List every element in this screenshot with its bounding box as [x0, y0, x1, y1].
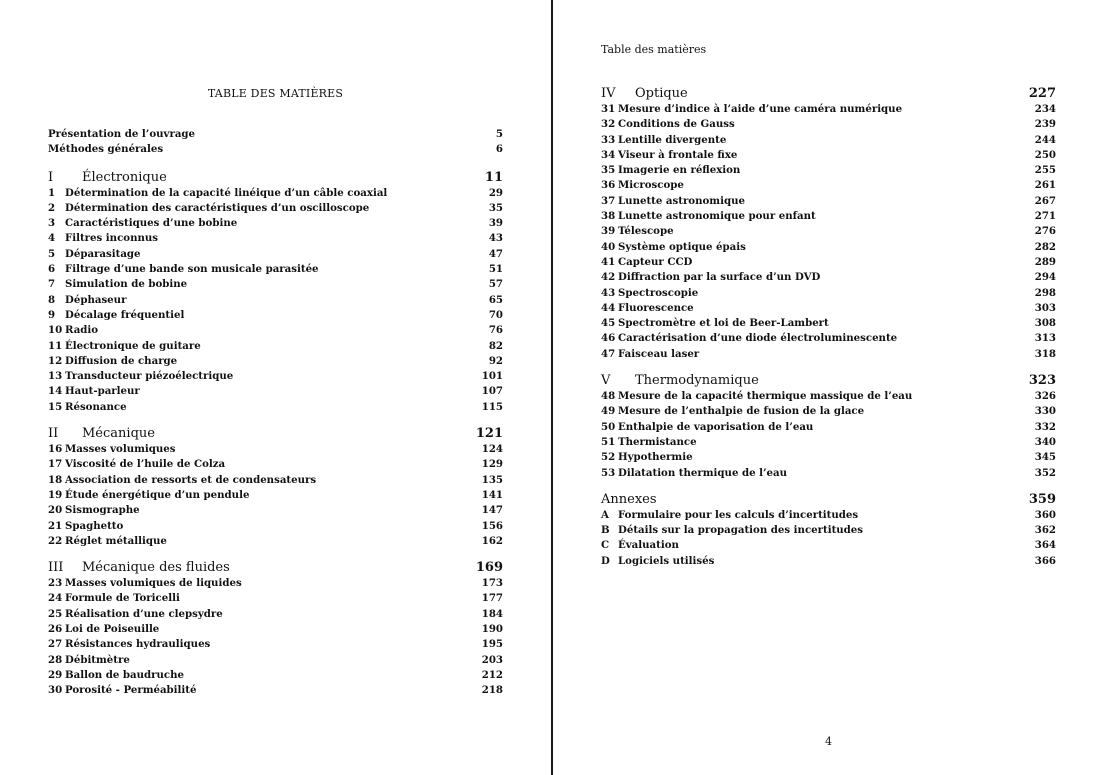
front-matter-entry [48, 142, 503, 157]
toc-entry [48, 369, 503, 384]
entry-page: 162 [481, 534, 503, 547]
entry-page: 57 [488, 278, 503, 291]
entry-title: Filtrage d’une bande son musicale parasitée [65, 263, 319, 276]
entry-number: A [601, 508, 609, 521]
entry-title: Détails sur la propagation des incertitudes [618, 524, 864, 537]
entry-title: Réglet métallique [65, 534, 167, 547]
entry-page: 212 [481, 668, 503, 681]
entry-page: 115 [481, 400, 503, 413]
entry-number: 30 [48, 684, 63, 697]
entry-number: 10 [48, 324, 63, 337]
entry-page: 51 [488, 263, 503, 276]
entry-number: 15 [48, 400, 63, 413]
toc-entry [601, 508, 1056, 523]
right-page [553, 0, 1101, 775]
part-number: V [601, 373, 611, 389]
part-title: Annexes [601, 491, 657, 507]
entry-page: 332 [1034, 420, 1056, 433]
part-title: Mécanique des fluides [82, 560, 230, 576]
entry-number: 42 [601, 271, 616, 284]
entry-page: 352 [1034, 466, 1056, 479]
entry-title: Spectroscopie [618, 286, 699, 299]
toc-entry [48, 442, 503, 457]
toc-entry [601, 102, 1056, 117]
entry-number: 3 [48, 217, 56, 230]
toc-entry [601, 286, 1056, 301]
part-title: Mécanique [82, 426, 155, 442]
toc-entry [601, 117, 1056, 132]
entry-page: 203 [481, 653, 503, 666]
entry-number: 46 [601, 332, 616, 345]
entry-title: Déphaseur [65, 293, 127, 306]
entry-page: 101 [481, 370, 503, 383]
toc-entry [48, 668, 503, 683]
entry-page: 156 [481, 519, 503, 532]
entry-title: Masses volumiques [65, 443, 176, 456]
entry-page: 5 [495, 128, 503, 140]
entry-page: 129 [481, 458, 503, 471]
entry-title: Viseur à frontale fixe [618, 148, 738, 161]
entry-title: Résonance [65, 400, 127, 413]
part-heading [48, 559, 503, 576]
entry-title: Caractérisation d’une diode électroluminescente [618, 332, 898, 345]
entry-page: 147 [481, 504, 503, 517]
entry-title: Formule de Toricelli [65, 592, 180, 605]
toc-entry [48, 519, 503, 534]
entry-page: 313 [1034, 332, 1056, 345]
toc-entry [48, 653, 503, 668]
entry-page: 366 [1034, 554, 1056, 567]
entry-title: Étude énergétique d’un pendule [65, 488, 250, 501]
entry-title: Loi de Poiseuille [65, 623, 160, 636]
part-page: 359 [1028, 491, 1056, 507]
entry-page: 239 [1034, 118, 1056, 131]
entry-page: 124 [481, 443, 503, 456]
entry-title: Spaghetto [65, 519, 124, 532]
entry-number: 28 [48, 653, 63, 666]
toc-entry [601, 466, 1056, 481]
part-heading [601, 491, 1056, 508]
entry-number: 14 [48, 385, 63, 398]
entry-number: 23 [48, 577, 63, 590]
entry-page: 29 [488, 186, 503, 199]
part-page: 121 [475, 426, 503, 442]
entry-title: Lentille divergente [618, 133, 727, 146]
section-gap [48, 158, 503, 169]
toc-entry [48, 186, 503, 201]
entry-page: 195 [481, 638, 503, 651]
entry-page: 43 [488, 232, 503, 245]
entry-title: Haut-parleur [65, 385, 140, 398]
part-heading [601, 85, 1056, 102]
entry-title: Dilatation thermique de l’eau [618, 466, 788, 479]
entry-title: Diffusion de charge [65, 354, 178, 367]
part-page: 169 [475, 560, 503, 576]
part-page: 11 [484, 169, 503, 185]
entry-title: Télescope [618, 225, 674, 238]
toc-entry [601, 178, 1056, 193]
entry-title: Spectromètre et loi de Beer-Lambert [618, 317, 829, 330]
entry-title: Fluorescence [618, 301, 694, 314]
entry-page: 234 [1034, 103, 1056, 115]
entry-page: 360 [1034, 508, 1056, 521]
entry-page: 267 [1034, 194, 1056, 207]
toc-entry [48, 591, 503, 606]
toc-entry [48, 339, 503, 354]
entry-page: 340 [1034, 435, 1056, 448]
entry-number: 2 [48, 201, 56, 214]
entry-title: Électronique de guitare [65, 339, 201, 352]
entry-number: 18 [48, 473, 63, 486]
entry-page: 65 [488, 293, 503, 306]
entry-number: 17 [48, 458, 63, 471]
entry-title: Déparasitage [65, 247, 141, 260]
entry-number: 51 [601, 435, 616, 448]
front-matter-entry [48, 127, 503, 142]
entry-title: Radio [65, 324, 99, 337]
entry-number: 25 [48, 607, 63, 620]
entry-number: 31 [601, 103, 616, 115]
entry-number: 12 [48, 354, 63, 367]
entry-page: 135 [481, 473, 503, 486]
entry-number: 19 [48, 488, 63, 501]
toc-right [601, 85, 1056, 569]
entry-number: 43 [601, 286, 616, 299]
entry-number: 49 [601, 405, 616, 418]
entry-page: 362 [1034, 524, 1056, 537]
entry-page: 318 [1034, 347, 1056, 360]
entry-number: 13 [48, 370, 63, 383]
part-heading [601, 372, 1056, 389]
part-number: IV [601, 86, 616, 101]
part-title: Optique [635, 86, 688, 101]
toc-entry [48, 503, 503, 518]
entry-title: Porosité - Perméabilité [65, 684, 197, 697]
entry-number: 44 [601, 301, 616, 314]
entry-page: 47 [488, 247, 503, 260]
toc-entry [48, 216, 503, 231]
entry-title: Sismographe [65, 504, 140, 517]
toc-entry [48, 323, 503, 338]
toc-entry [601, 331, 1056, 346]
running-header: Table des matières [601, 43, 707, 56]
toc-entry [601, 450, 1056, 465]
entry-number: 8 [48, 293, 56, 306]
page-number: 4 [825, 735, 832, 748]
entry-title: Lunette astronomique [618, 194, 745, 207]
toc-entry [601, 270, 1056, 285]
entry-title: Détermination des caractéristiques d’un oscilloscope [65, 201, 370, 214]
entry-number: 1 [48, 186, 56, 199]
entry-number: 22 [48, 534, 63, 547]
toc-entry [48, 277, 503, 292]
entry-title: Imagerie en réflexion [618, 164, 741, 177]
running-title: TABLE DES MATIÈRES [207, 87, 344, 100]
toc-entry [601, 240, 1056, 255]
entry-number: 37 [601, 194, 616, 207]
entry-number: 48 [601, 390, 616, 403]
entry-page: 271 [1034, 210, 1056, 223]
entry-page: 190 [481, 623, 503, 636]
section-gap [601, 362, 1056, 372]
entry-title: Transducteur piézoélectrique [65, 370, 234, 383]
toc-entry [48, 262, 503, 277]
entry-title: Microscope [618, 179, 684, 192]
entry-page: 308 [1034, 317, 1056, 330]
part-number: III [48, 560, 64, 576]
toc-entry [601, 404, 1056, 419]
entry-title: Détermination de la capacité linéique d’un câble coaxial [65, 186, 388, 199]
entry-title: Mesure de l’enthalpie de fusion de la glace [618, 405, 865, 418]
entry-title: Réalisation d’une clepsydre [65, 607, 223, 620]
entry-title: Viscosité de l’huile de Colza [65, 458, 226, 471]
toc-entry [601, 163, 1056, 178]
section-gap [48, 549, 503, 559]
entry-number: 5 [48, 247, 56, 260]
toc-entry [601, 255, 1056, 270]
entry-page: 173 [481, 577, 503, 590]
entry-title: Capteur CCD [618, 255, 693, 268]
entry-title: Logiciels utilisés [618, 554, 715, 567]
entry-title: Mesure de la capacité thermique massique de l’eau [618, 390, 913, 403]
entry-page: 70 [488, 308, 503, 321]
entry-number: 16 [48, 443, 63, 456]
toc-entry [601, 316, 1056, 331]
entry-page: 107 [481, 385, 503, 398]
entry-page: 294 [1034, 271, 1056, 284]
part-number: I [48, 169, 54, 185]
entry-page: 282 [1034, 240, 1056, 253]
entry-number: 24 [48, 592, 63, 605]
entry-page: 250 [1034, 148, 1056, 161]
toc-entry [48, 683, 503, 698]
section-gap [48, 415, 503, 425]
toc-entry [48, 607, 503, 622]
entry-number: 4 [48, 232, 56, 245]
entry-title: Évaluation [618, 539, 679, 552]
entry-number: C [601, 539, 610, 552]
entry-page: 6 [495, 143, 503, 156]
entry-number: 34 [601, 148, 616, 161]
toc-entry [48, 622, 503, 637]
toc-entry [601, 194, 1056, 209]
entry-page: 330 [1034, 405, 1056, 418]
part-title: Électronique [82, 169, 167, 185]
entry-title: Décalage fréquentiel [65, 308, 185, 321]
entry-page: 82 [488, 339, 503, 352]
toc-entry [601, 301, 1056, 316]
entry-title: Formulaire pour les calculs d’incertitudes [618, 508, 859, 521]
entry-number: 50 [601, 420, 616, 433]
entry-number: 41 [601, 255, 616, 268]
entry-title: Méthodes générales [48, 143, 164, 156]
entry-title: Filtres inconnus [65, 232, 159, 245]
entry-page: 326 [1034, 390, 1056, 403]
entry-page: 261 [1034, 179, 1056, 192]
toc-entry [48, 231, 503, 246]
entry-page: 141 [481, 488, 503, 501]
entry-number: 53 [601, 466, 616, 479]
entry-page: 345 [1034, 451, 1056, 464]
entry-number: 11 [48, 339, 63, 352]
entry-title: Faisceau laser [618, 347, 700, 360]
entry-page: 244 [1034, 133, 1056, 146]
toc-entry [601, 523, 1056, 538]
entry-title: Lunette astronomique pour enfant [618, 210, 816, 223]
entry-page: 184 [481, 607, 503, 620]
entry-number: 38 [601, 210, 616, 223]
toc-entry [48, 400, 503, 415]
entry-title: Thermistance [618, 435, 697, 448]
toc-left [48, 127, 503, 699]
toc-entry [601, 554, 1056, 569]
toc-entry [48, 576, 503, 591]
entry-title: Enthalpie de vaporisation de l’eau [618, 420, 814, 433]
entry-number: 40 [601, 240, 616, 253]
entry-page: 255 [1034, 164, 1056, 177]
toc-entry [601, 420, 1056, 435]
entry-number: 27 [48, 638, 63, 651]
entry-number: 52 [601, 451, 616, 464]
entry-number: 21 [48, 519, 63, 532]
toc-entry [48, 201, 503, 216]
entry-page: 39 [488, 217, 503, 230]
entry-title: Diffraction par la surface d’un DVD [618, 271, 821, 284]
toc-entry [601, 347, 1056, 362]
entry-page: 177 [481, 592, 503, 605]
entry-title: Masses volumiques de liquides [65, 577, 242, 590]
entry-number: 33 [601, 133, 616, 146]
entry-title: Mesure d’indice à l’aide d’une caméra numérique [618, 103, 903, 115]
toc-entry [48, 457, 503, 472]
toc-entry [48, 247, 503, 262]
entry-number: 9 [48, 308, 56, 321]
toc-entry [48, 473, 503, 488]
section-gap [601, 481, 1056, 491]
entry-page: 303 [1034, 301, 1056, 314]
toc-entry [601, 133, 1056, 148]
toc-entry [601, 224, 1056, 239]
entry-number: 47 [601, 347, 616, 360]
entry-number: 35 [601, 164, 616, 177]
entry-number: 29 [48, 668, 63, 681]
entry-title: Présentation de l’ouvrage [48, 128, 196, 140]
toc-entry [601, 389, 1056, 404]
entry-number: 26 [48, 623, 63, 636]
entry-title: Conditions de Gauss [618, 118, 735, 131]
entry-page: 364 [1034, 539, 1056, 552]
entry-title: Association de ressorts et de condensateurs [65, 473, 317, 486]
toc-entry [48, 308, 503, 323]
toc-entry [601, 148, 1056, 163]
entry-page: 276 [1034, 225, 1056, 238]
part-page: 227 [1028, 86, 1056, 101]
entry-title: Débitmètre [65, 653, 130, 666]
entry-page: 218 [481, 684, 503, 697]
entry-number: B [601, 524, 610, 537]
toc-entry [48, 354, 503, 369]
entry-page: 298 [1034, 286, 1056, 299]
toc-entry [48, 637, 503, 652]
entry-title: Caractéristiques d’une bobine [65, 217, 238, 230]
toc-entry [48, 293, 503, 308]
entry-number: 20 [48, 504, 63, 517]
part-number: II [48, 426, 59, 442]
entry-number: 32 [601, 118, 616, 131]
entry-number: 39 [601, 225, 616, 238]
part-page: 323 [1028, 373, 1056, 389]
entry-number: 6 [48, 263, 56, 276]
toc-entry [48, 488, 503, 503]
entry-number: D [601, 554, 610, 567]
entry-page: 289 [1034, 255, 1056, 268]
entry-page: 35 [488, 201, 503, 214]
entry-title: Ballon de baudruche [65, 668, 184, 681]
entry-page: 92 [488, 354, 503, 367]
toc-entry [601, 538, 1056, 553]
toc-entry [601, 209, 1056, 224]
part-heading [48, 425, 503, 442]
entry-title: Système optique épais [618, 240, 746, 253]
entry-number: 36 [601, 179, 616, 192]
entry-page: 76 [488, 324, 503, 337]
part-heading [48, 169, 503, 186]
toc-entry [48, 534, 503, 549]
entry-title: Simulation de bobine [65, 278, 188, 291]
toc-entry [601, 435, 1056, 450]
entry-number: 45 [601, 317, 616, 330]
entry-number: 7 [48, 278, 56, 291]
toc-entry [48, 384, 503, 399]
entry-title: Hypothermie [618, 451, 693, 464]
part-title: Thermodynamique [635, 373, 759, 389]
entry-title: Résistances hydrauliques [65, 638, 211, 651]
